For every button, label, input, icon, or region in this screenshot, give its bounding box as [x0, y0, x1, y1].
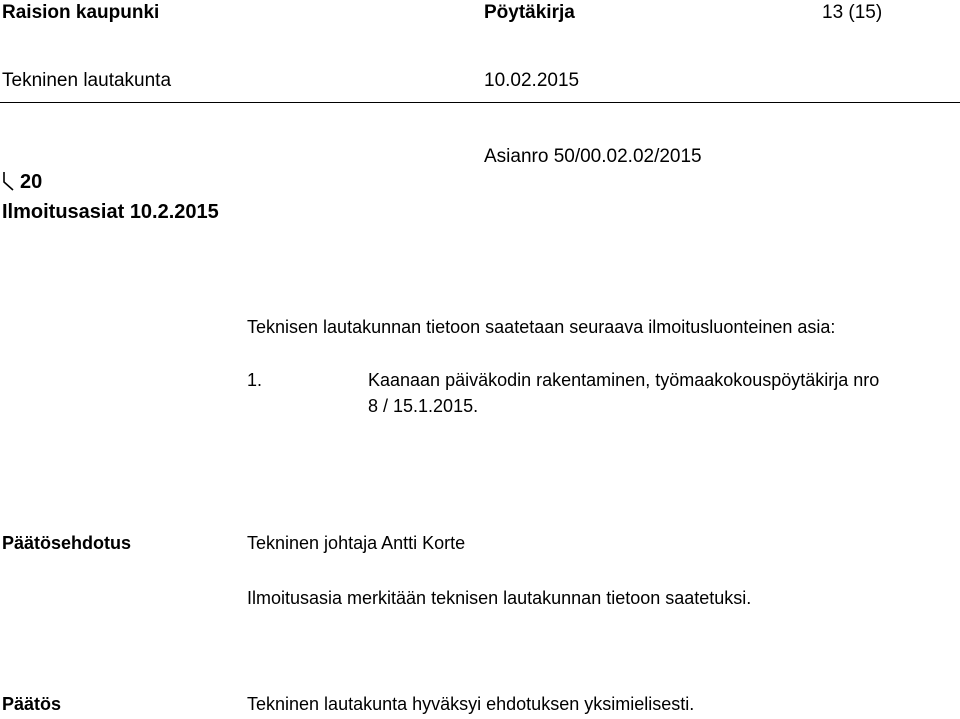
- meeting-date: 10.02.2015: [484, 70, 580, 91]
- proposal-text: Ilmoitusasia merkitään teknisen lautakunnan tietoon saatetuksi.: [247, 588, 752, 608]
- section-number: 20: [20, 171, 43, 193]
- header-divider: [0, 102, 960, 103]
- organization-name: Raision kaupunki: [2, 2, 160, 23]
- item-text-line-2: 8 / 15.1.2015.: [368, 396, 479, 416]
- section-title: Ilmoitusasiat 10.2.2015: [2, 201, 219, 223]
- intro-text: Teknisen lautakunnan tietoon saatetaan seuraava ilmoitusluonteinen asia:: [247, 317, 836, 337]
- page-number: 13 (15): [822, 2, 883, 23]
- item-number: 1.: [247, 370, 263, 390]
- proposal-label: Päätösehdotus: [2, 533, 132, 553]
- decision-text: Tekninen lautakunta hyväksyi ehdotuksen yksimielisesti.: [247, 694, 695, 714]
- proposal-presenter: Tekninen johtaja Antti Korte: [247, 533, 466, 553]
- document-type: Pöytäkirja: [484, 2, 575, 23]
- item-text-line-1: Kaanaan päiväkodin rakentaminen, työmaakokouspöytäkirja nro: [368, 370, 880, 390]
- case-number: Asianro 50/00.02.02/2015: [484, 146, 702, 167]
- decision-label: Päätös: [2, 694, 62, 714]
- committee-name: Tekninen lautakunta: [2, 70, 172, 91]
- section-marker-icon: [2, 170, 16, 192]
